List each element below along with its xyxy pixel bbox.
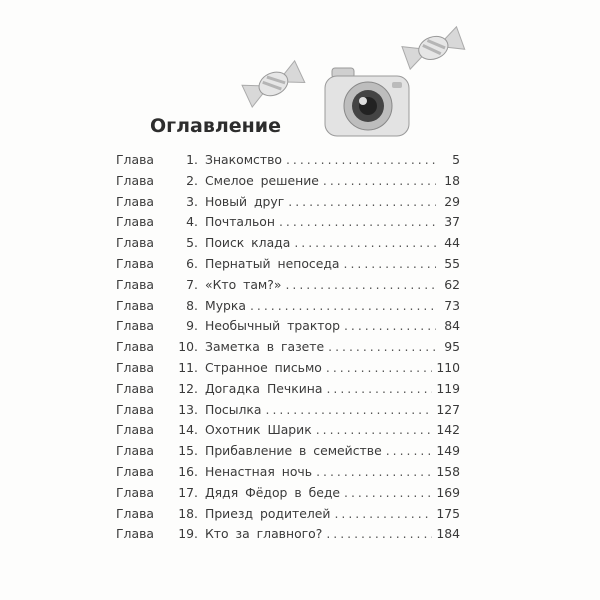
page-number: 119 (436, 380, 460, 396)
chapter-number: 6. (186, 255, 198, 271)
dot-leader (279, 214, 436, 229)
dot-leader (344, 485, 432, 500)
chapter-label: Глава (116, 401, 154, 417)
page-number: 169 (436, 484, 460, 500)
dot-leader (316, 464, 432, 479)
chapter-title: Странное письмо (205, 359, 322, 375)
chapter-number: 2. (186, 172, 198, 188)
chapter-number: 10. (178, 339, 198, 355)
page-number: 5 (452, 152, 460, 167)
dot-leader (326, 360, 432, 375)
chapter-label: Глава (116, 505, 154, 521)
page-number: 62 (444, 276, 460, 292)
chapter-title: Дядя Фёдор в беде (205, 484, 341, 500)
page-number: 84 (444, 318, 460, 334)
toc-entry (116, 256, 460, 277)
page-number: 95 (444, 339, 460, 355)
chapter-title: Заметка в газете (205, 339, 325, 355)
dot-leader (294, 235, 436, 250)
chapter-title: Догадка Печкина (205, 380, 323, 396)
dot-leader (285, 277, 436, 292)
chapter-number: 16. (178, 463, 198, 479)
chapter-number: 7. (186, 276, 198, 292)
chapter-number: 5. (186, 235, 198, 251)
chapter-number: 15. (178, 443, 198, 459)
chapter-number: 1. (186, 152, 198, 167)
chapter-title: Мурка (205, 297, 246, 313)
dot-leader (344, 318, 436, 333)
page-number: 158 (436, 463, 460, 479)
dot-leader (288, 194, 436, 209)
chapter-title: Охотник Шарик (205, 422, 312, 438)
toc-entry (116, 485, 460, 506)
toc-entry (116, 152, 460, 173)
chapter-label: Глава (116, 463, 154, 479)
chapter-label: Глава (116, 318, 154, 334)
chapter-number: 18. (178, 505, 198, 521)
toc-entry (116, 360, 460, 381)
chapter-label: Глава (116, 193, 154, 209)
toc-entry (116, 381, 460, 402)
chapter-label: Глава (116, 422, 154, 438)
page-number: 127 (436, 401, 460, 417)
toc-entry (116, 443, 460, 464)
dot-leader (326, 381, 432, 396)
page-number: 29 (444, 193, 460, 209)
chapter-title: Знакомство (205, 152, 282, 167)
chapter-label: Глава (116, 484, 154, 500)
toc-entry (116, 339, 460, 360)
dot-leader (250, 298, 436, 313)
chapter-number: 8. (186, 297, 198, 313)
page-number: 142 (436, 422, 460, 438)
table-of-contents (116, 152, 460, 547)
chapter-label: Глава (116, 359, 154, 375)
dot-leader (386, 443, 433, 458)
chapter-number: 11. (178, 359, 198, 375)
page-number: 73 (444, 297, 460, 313)
chapter-number: 3. (186, 193, 198, 209)
chapter-label: Глава (116, 255, 154, 271)
toc-entry (116, 464, 460, 485)
chapter-number: 17. (178, 484, 198, 500)
dot-leader (344, 256, 437, 271)
chapter-title: Почтальон (205, 214, 275, 230)
candy-left-illustration (238, 58, 308, 108)
dot-leader (334, 506, 432, 521)
chapter-label: Глава (116, 235, 154, 251)
chapter-title: Кто за главного? (205, 526, 323, 542)
chapter-title: Ненастная ночь (205, 463, 313, 479)
chapter-title: Поиск клада (205, 235, 291, 251)
chapter-title: «Кто там?» (205, 276, 282, 292)
chapter-number: 19. (178, 526, 198, 542)
toc-entry (116, 214, 460, 235)
page-number: 37 (444, 214, 460, 230)
chapter-number: 14. (178, 422, 198, 438)
toc-entry (116, 194, 460, 215)
chapter-label: Глава (116, 276, 154, 292)
chapter-title: Новый друг (205, 193, 285, 209)
page-number: 55 (444, 255, 460, 271)
chapter-label: Глава (116, 443, 154, 459)
chapter-title: Приезд родителей (205, 505, 331, 521)
page-number: 175 (436, 505, 460, 521)
chapter-label: Глава (116, 526, 154, 542)
toc-entry (116, 235, 460, 256)
toc-entry (116, 402, 460, 423)
chapter-number: 13. (178, 401, 198, 417)
toc-entry (116, 506, 460, 527)
page-title: Оглавление (150, 115, 281, 137)
toc-entry (116, 173, 460, 194)
chapter-number: 12. (178, 380, 198, 396)
toc-entry (116, 318, 460, 339)
dot-leader (316, 422, 433, 437)
chapter-label: Глава (116, 214, 154, 230)
page-number: 44 (444, 235, 460, 251)
chapter-label: Глава (116, 380, 154, 396)
chapter-title: Смелое решение (205, 172, 319, 188)
toc-entry (116, 422, 460, 443)
dot-leader (266, 402, 433, 417)
toc-entry (116, 298, 460, 319)
camera-illustration (322, 64, 412, 140)
dot-leader (326, 526, 432, 541)
chapter-number: 4. (186, 214, 198, 230)
page-number: 110 (436, 359, 460, 375)
chapter-label: Глава (116, 339, 154, 355)
page-number: 149 (436, 443, 460, 459)
toc-entry (116, 277, 460, 298)
chapter-title: Посылка (205, 401, 262, 417)
chapter-title: Необычный трактор (205, 318, 340, 334)
chapter-label: Глава (116, 172, 154, 188)
chapter-title: Прибавление в семействе (205, 443, 382, 459)
dot-leader (286, 152, 436, 167)
page-number: 18 (444, 172, 460, 188)
chapter-number: 9. (186, 318, 198, 334)
chapter-label: Глава (116, 152, 154, 167)
chapter-label: Глава (116, 297, 154, 313)
chapter-title: Пернатый непоседа (205, 255, 340, 271)
dot-leader (328, 339, 436, 354)
page-number: 184 (436, 526, 460, 542)
toc-entry (116, 526, 460, 547)
dot-leader (323, 173, 436, 188)
